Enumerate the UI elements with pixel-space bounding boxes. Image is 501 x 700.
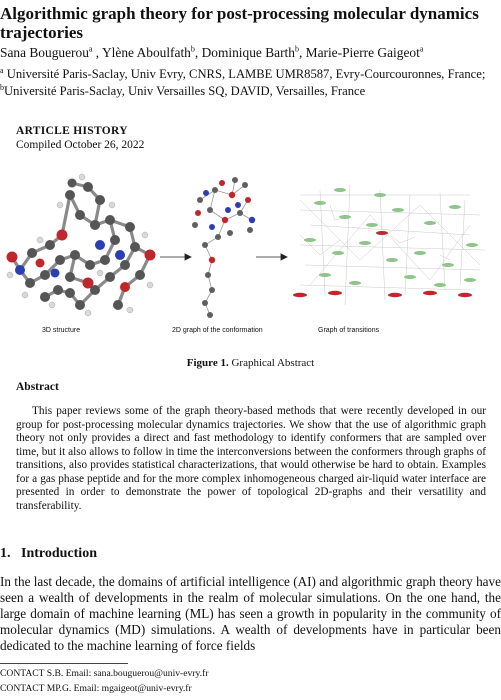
author-affil-mark: a (419, 44, 424, 54)
figure-caption-text: Graphical Abstract (231, 357, 315, 369)
author-name: Dominique Barth (201, 45, 295, 60)
transition-graph-image (293, 185, 485, 305)
figure-caption-label: Figure 1. (186, 357, 229, 369)
author-list: Sana Bouguerou$^a$ , Ylène Aboulfath$^b$, Dominique Barth$^b$, Marie-Pierre Gaigeot$^a$ (0, 44, 424, 60)
author-name: Sana Bouguerou (0, 45, 89, 60)
compiled-date: Compiled October 26, 2022 (16, 139, 145, 151)
figure-label-3d-structure: 3D structure (42, 327, 81, 334)
figure-caption (0, 357, 501, 369)
author-name: Ylène Aboulfath (102, 45, 191, 60)
figure-label-transitions: Graph of transitions (318, 327, 380, 334)
author-affil-mark: b (190, 44, 195, 54)
affiliation-b: Université Paris-Saclay, Univ Versailles SQ, DAVID, Versailles, France (4, 84, 366, 98)
figure-label-2d-graph: 2D graph of the conformation (172, 327, 263, 334)
section-heading-introduction: 1. Introduction (0, 546, 97, 561)
affil-mark: a (0, 65, 4, 75)
abstract-body: This paper reviews some of the graph theory-based methods that were recently developed in our group for post-processing molecular dynamics trajectories. We show that the use of algorithmic graph theory not only provides a direct and fast methodology to identify conformers that are sampled over time, but it also allows to follow in time the interconversions between the conformers through graphs of transitions, also provides statistical characterizations, that would otherwise be hard to obtain. Examples for a gas phase peptide and for the more complex inhomogeneous charged air-liquid water interface are presented in order to demonstrate the power of topological 2D-graphs and their versatility and transferability. (16, 405, 486, 512)
graphical-abstract-figure (0, 165, 501, 350)
molecule-3d-image (7, 174, 156, 316)
introduction-body: In the last decade, the domains of artificial intelligence (AI) and algorithmic graph theory have seen a wealth of developments in the realm of molecular simulations. On the one hand, the large domain of machine learning (ML) has seen a growth in popularity in the community of molecular dynamics (MD) simulations. A wealth of developments have in particular been dedicated to the machine learning of force fields (0, 574, 501, 653)
article-history-heading: ARTICLE HISTORY (16, 125, 128, 137)
affiliation-a: Université Paris-Saclay, Univ Evry, CNRS, LAMBE UMR8587, Evry-Courcouronnes, France; (6, 67, 486, 81)
affiliations (0, 66, 500, 100)
abstract-heading: Abstract (16, 381, 59, 393)
author-name: Marie-Pierre Gaigeot (305, 45, 420, 60)
author-affil-mark: b (294, 44, 299, 54)
footnote-rule (0, 663, 128, 664)
paper-title: Algorithmic graph theory for post-processing molecular dynamics trajectories (0, 4, 479, 42)
affil-mark: b (0, 82, 4, 92)
contact-footnote-2: CONTACT MP.G. Email: mgaigeot@univ-evry.fr (0, 683, 192, 694)
conformation-graph-image (192, 177, 255, 318)
contact-footnote-1: CONTACT S.B. Email: sana.bouguerou@univ-evry.fr (0, 668, 209, 679)
author-affil-mark: a (88, 44, 93, 54)
